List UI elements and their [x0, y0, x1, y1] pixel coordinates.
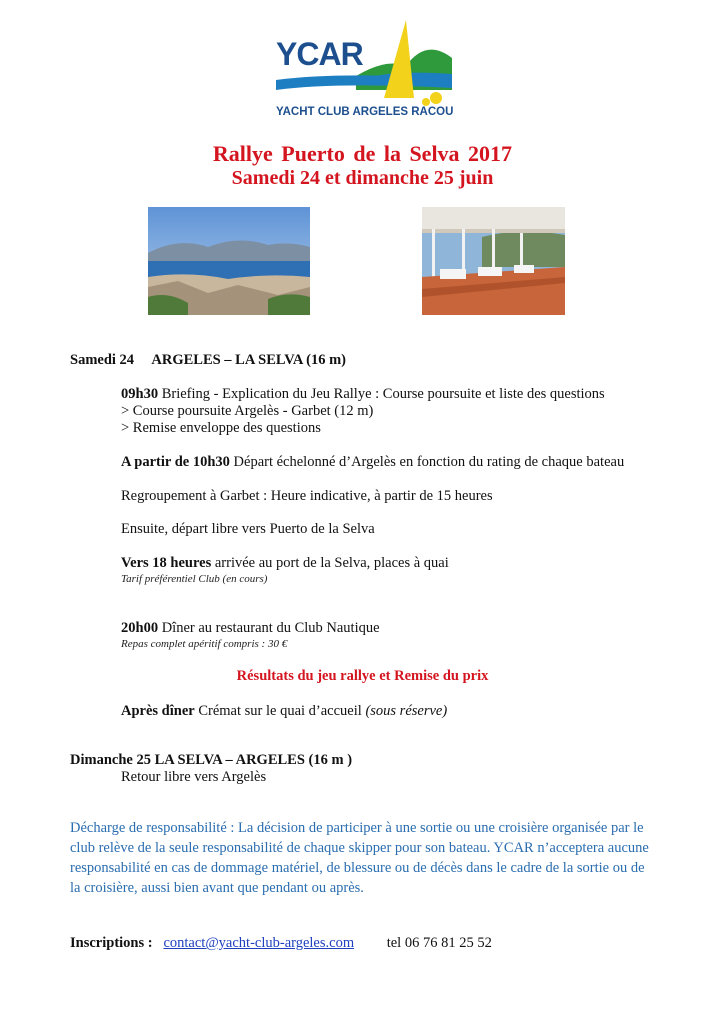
event-title: Rallye Puerto de la Selva 2017: [212, 141, 513, 166]
arrival-line: [121, 555, 449, 572]
start-line: [121, 454, 624, 471]
dinner-price: Repas complet apéritif compris : 30 €: [121, 638, 288, 650]
briefing-line: [121, 386, 605, 403]
event-dates: Samedi 24 et dimanche 25 juin: [231, 167, 494, 189]
regroup-line: Regroupement à Garbet : Heure indicative, à partir de 15 heures: [121, 488, 493, 504]
sunday-route: LA SELVA – ARGELES (16 m ): [150, 752, 353, 768]
saturday-heading: [70, 352, 346, 369]
saturday-day: Samedi 24: [70, 352, 135, 368]
after-dinner-label: Après dîner: [121, 703, 195, 719]
after-dinner-line: [121, 703, 447, 720]
dinner-time: 20h00: [121, 620, 159, 636]
results-line: Résultats du jeu rallye et Remise du prix: [236, 668, 489, 684]
tarif-note: Tarif préférentiel Club (en cours): [121, 573, 268, 585]
arrival-text: arrivée au port de la Selva, places à quai: [211, 555, 449, 571]
envelope-line: > Remise enveloppe des questions: [121, 420, 321, 436]
course-line: > Course poursuite Argelès - Garbet (12 m): [121, 403, 374, 419]
disclaimer-line-2: club relève de la seule responsabilité de chaque skipper pour son bateau. YCAR n’acceptera aucune: [70, 840, 649, 856]
disclaimer-line-3: responsabilité en cas de dommage matériel, de blessure ou de décès dans le cadre de la sortie ou de: [70, 860, 645, 876]
arrival-time: Vers 18 heures: [121, 555, 212, 571]
contact-phone: tel 06 76 81 25 52: [386, 935, 492, 951]
harbor-photo: [148, 207, 310, 315]
logo-name: YCAR: [276, 36, 363, 72]
contact-email-link[interactable]: contact@yacht-club-argeles.com: [163, 935, 355, 951]
club-logo: [276, 18, 452, 122]
start-text: Départ échelonné d’Argelès en fonction du rating de chaque bateau: [229, 454, 625, 470]
briefing-text: Briefing - Explication du Jeu Rallye : Course poursuite et liste des questions: [158, 386, 605, 402]
start-time: A partir de 10h30: [121, 454, 230, 470]
inscriptions-label: Inscriptions :: [70, 935, 153, 951]
briefing-time: 09h30: [121, 386, 159, 402]
logo-subtitle: YACHT CLUB ARGELES RACOU: [276, 106, 454, 118]
inscriptions-line: [70, 935, 492, 952]
saturday-route: ARGELES – LA SELVA (16 m): [151, 352, 346, 368]
after-dinner-text: Crémat sur le quai d’accueil: [194, 703, 366, 719]
after-dinner-note: (sous réserve): [365, 703, 448, 719]
disclaimer-line-1: Décharge de responsabilité : La décision de participer à une sortie ou une croisière organisée par le: [70, 820, 644, 836]
dinner-line: [121, 620, 380, 637]
terrace-photo: [422, 207, 565, 315]
then-line: Ensuite, départ libre vers Puerto de la Selva: [121, 521, 375, 537]
sunday-heading: [70, 752, 352, 769]
sunday-day: Dimanche 25: [70, 752, 151, 768]
disclaimer-line-4: la croisière, aussi bien avant que pendant ou après.: [70, 880, 364, 896]
sunday-text: Retour libre vers Argelès: [121, 769, 267, 785]
dinner-text: Dîner au restaurant du Club Nautique: [158, 620, 380, 636]
disclaimer: [70, 818, 649, 898]
